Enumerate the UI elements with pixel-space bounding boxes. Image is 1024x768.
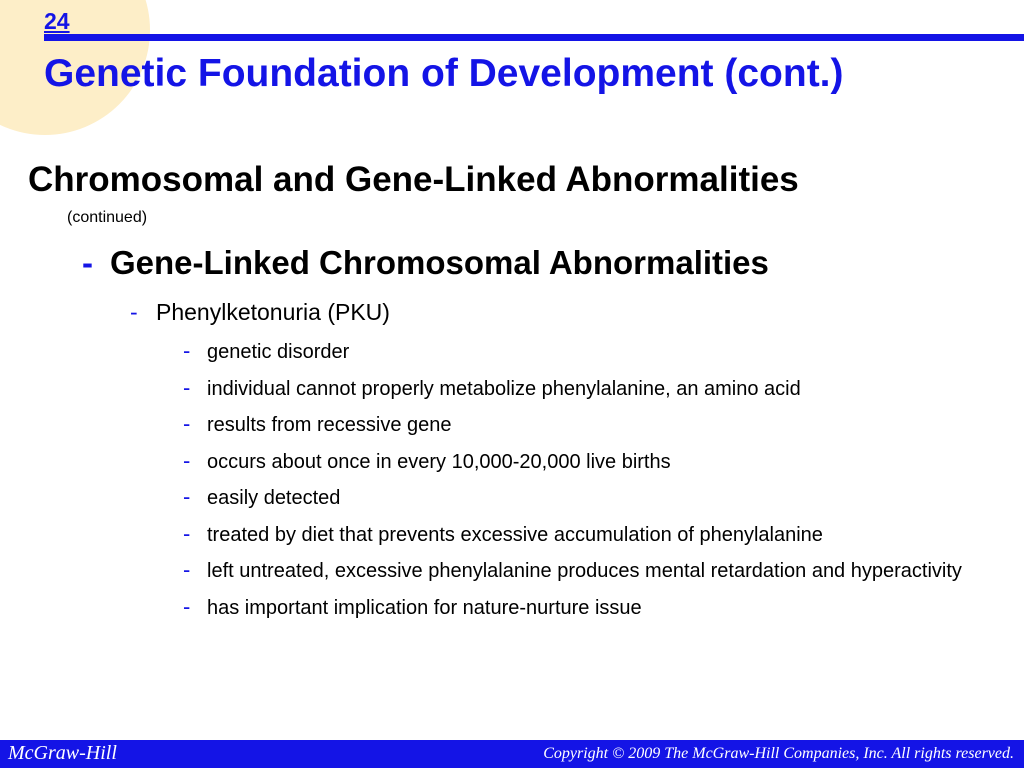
title-rule — [44, 34, 1024, 41]
pku-facts-list — [183, 340, 983, 632]
list-item — [183, 374, 983, 402]
list-item-text: left untreated, excessive phenylalanine produces mental retardation and hyperactivity — [207, 560, 962, 582]
level2-bullet — [130, 299, 390, 326]
bullet-dash-icon: - — [183, 447, 191, 473]
list-item — [183, 593, 983, 621]
publisher-name: McGraw-Hill — [8, 742, 117, 764]
slide-number: 24 — [44, 8, 70, 34]
bullet-dash-icon: - — [183, 520, 191, 546]
list-item — [183, 340, 983, 365]
bullet-dash-icon: - — [130, 299, 138, 325]
list-item-text: results from recessive gene — [207, 414, 452, 436]
list-item — [183, 520, 983, 548]
bullet-dash-icon: - — [183, 557, 191, 582]
list-item-text: easily detected — [207, 487, 341, 509]
list-item-text: occurs about once in every 10,000-20,000 live births — [207, 450, 671, 473]
list-item-text: genetic disorder — [207, 341, 350, 363]
bullet-dash-icon: - — [183, 411, 191, 436]
bullet-dash-icon: - — [183, 374, 191, 400]
bullet-dash-icon: - — [183, 593, 191, 619]
footer-bar — [0, 740, 1024, 768]
level1-bullet — [82, 244, 769, 282]
slide-title: Genetic Foundation of Development (cont.) — [44, 52, 844, 95]
bullet-dash-icon: - — [82, 244, 93, 281]
list-item-text: individual cannot properly metabolize phenylalanine, an amino acid — [207, 377, 801, 400]
list-item — [183, 559, 983, 584]
level2-text: Phenylketonuria (PKU) — [156, 299, 390, 325]
bullet-dash-icon: - — [183, 338, 191, 363]
list-item — [183, 486, 983, 511]
bullet-dash-icon: - — [183, 484, 191, 509]
level1-text: Gene-Linked Chromosomal Abnormalities — [110, 244, 769, 281]
list-item-text: has important implication for nature-nurture issue — [207, 596, 642, 619]
list-item-text: treated by diet that prevents excessive accumulation of phenylalanine — [207, 523, 823, 546]
list-item — [183, 413, 983, 438]
continued-note: (continued) — [67, 209, 148, 226]
list-item — [183, 447, 983, 475]
copyright-notice: Copyright © 2009 The McGraw-Hill Companies, Inc. All rights reserved. — [543, 745, 1014, 762]
section-heading: Chromosomal and Gene-Linked Abnormalities — [28, 160, 799, 199]
